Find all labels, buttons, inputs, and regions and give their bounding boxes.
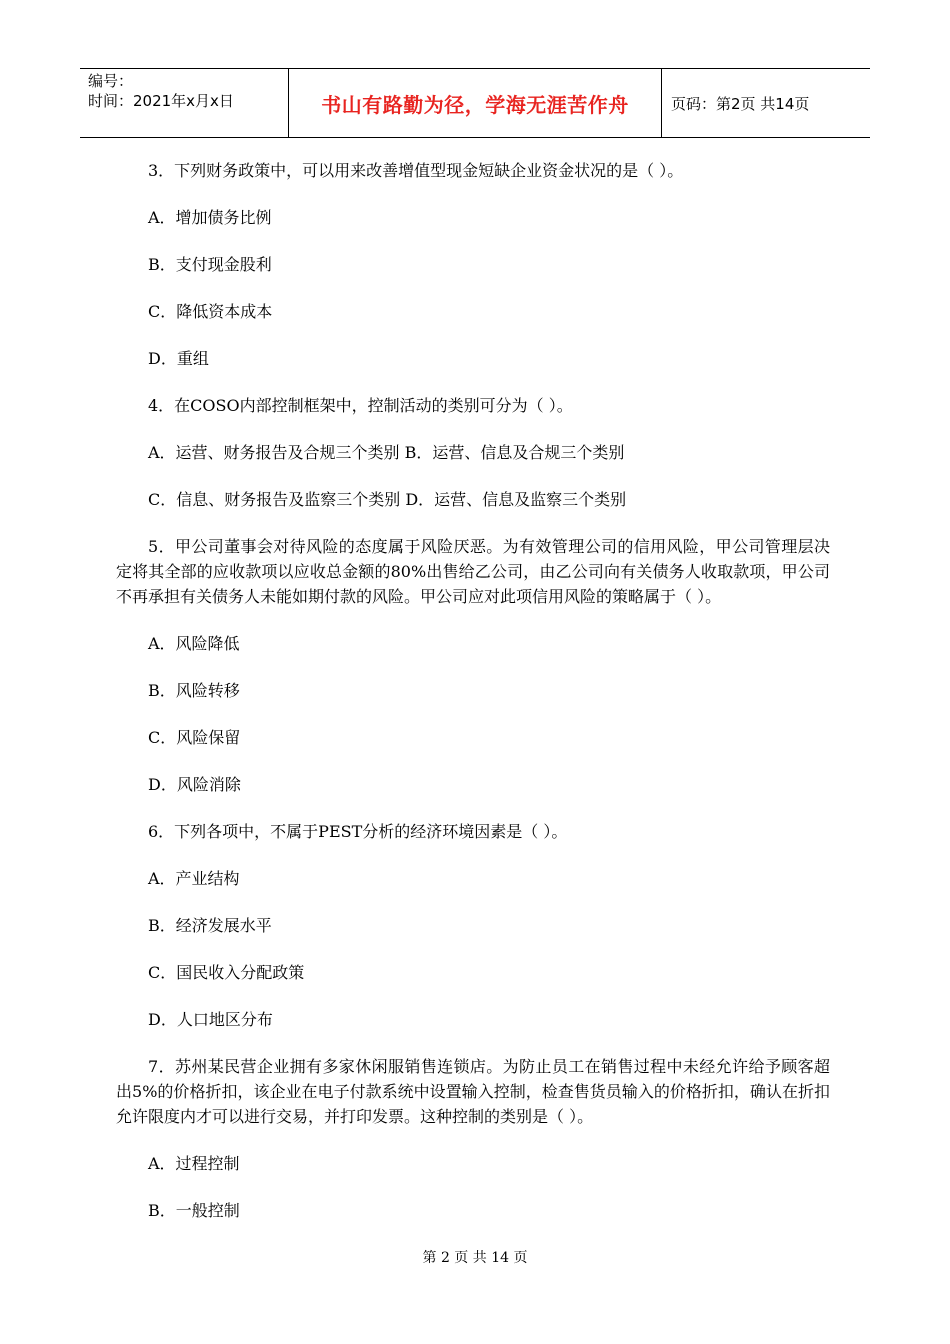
question-4-options-ab: A．运营、财务报告及合规三个类别 B．运营、信息及合规三个类别 [148, 443, 625, 462]
question-7-option-b: B．一般控制 [148, 1201, 240, 1220]
number-label: 编号： [88, 72, 134, 90]
question-6-stem: 6．下列各项中，不属于PEST分析的经济环境因素是（ ）。 [148, 822, 568, 841]
question-5-option-c: C．风险保留 [148, 728, 241, 747]
question-3-option-a: A．增加债务比例 [148, 208, 272, 227]
question-3-option-c: C．降低资本成本 [148, 302, 273, 321]
question-7-option-a: A．过程控制 [148, 1154, 240, 1173]
question-3-option-b: B．支付现金股利 [148, 255, 272, 274]
question-6-option-d: D．人口地区分布 [148, 1010, 273, 1029]
page-footer: 第 2 页 共 14 页 [422, 1250, 528, 1266]
question-7-stem: 7．苏州某民营企业拥有多家休闲服销售连锁店。为防止员工在销售过程中未经允许给予顾客超出5%的价格折扣，该企业在电子付款系统中设置输入控制，检查售货员输入的价格折扣，确认在折扣允许限度内才可以进行交易，并打印发票。这种控制的类别是（ ）。 [116, 1057, 830, 1126]
question-list [116, 158, 830, 1223]
header-page-info: 页码：第2页 共14页 [671, 94, 810, 113]
header-motto: 书山有路勤为径，学海无涯苦作舟 [289, 69, 662, 137]
question-6-option-b: B．经济发展水平 [148, 916, 272, 935]
question-5-option-b: B．风险转移 [148, 681, 240, 700]
question-3-option-d: D．重组 [148, 349, 209, 368]
question-4-options-cd: C．信息、财务报告及监察三个类别 D．运营、信息及监察三个类别 [148, 490, 627, 509]
header-meta [80, 69, 289, 137]
question-6-option-a: A．产业结构 [148, 869, 240, 888]
question-4-stem: 4．在COSO内部控制框架中，控制活动的类别可分为（ ）。 [148, 396, 573, 415]
question-5-option-d: D．风险消除 [148, 775, 241, 794]
question-6-option-c: C．国民收入分配政策 [148, 963, 305, 982]
question-3-stem: 3．下列财务政策中，可以用来改善增值型现金短缺企业资金状况的是（ ）。 [148, 161, 684, 180]
document-header [80, 68, 870, 138]
question-5-stem: 5．甲公司董事会对待风险的态度属于风险厌恶。为有效管理公司的信用风险，甲公司管理层决定将其全部的应收款项以应收总金额的80%出售给乙公司，由乙公司向有关债务人收取款项，甲公司不再承担有关债务人未能如期付款的风险。甲公司应对此项信用风险的策略属于（ ）。 [116, 537, 830, 606]
question-5-option-a: A．风险降低 [148, 634, 240, 653]
time-label: 时间：2021年x月x日 [88, 92, 234, 110]
